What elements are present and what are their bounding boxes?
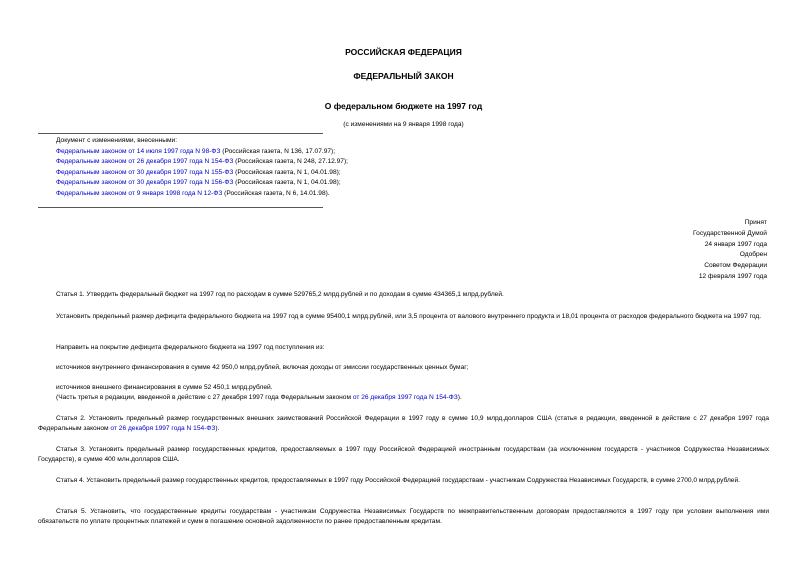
revision-subtitle: (с изменениями на 9 января 1998 года) [343, 121, 464, 128]
revision-note-text: (Часть третья в редакции, введенной в действие с 27 декабря 1997 года Федеральным законом [56, 394, 353, 401]
internal-financing-paragraph [38, 363, 769, 373]
country-heading: РОССИЙСКАЯ ФЕДЕРАЦИЯ [345, 47, 462, 57]
article-1-text: Статья 1. Утвердить федеральный бюджет на 1997 год по расходам в сумме 529765,2 млрд.рублей и по доходам в сумме 434365,1 млрд.рублей. [56, 291, 504, 298]
change-item [56, 157, 348, 168]
change-link[interactable]: Федеральным законом от 30 декабря 1997 года N 155-ФЗ [56, 168, 234, 176]
adoption-block [693, 218, 767, 283]
deficit-paragraph [38, 312, 769, 322]
adoption-line: Советом Федерации [704, 262, 767, 270]
change-link[interactable]: Федеральным законом от 9 января 1998 года N 12-ФЗ [56, 189, 223, 197]
adoption-line: 24 января 1997 года [704, 240, 767, 248]
change-source: (Российская газета, N 136, 17.07.97); [220, 147, 336, 155]
change-source: (Российская газета, N 1, 04.01.98); [233, 168, 341, 176]
change-source: (Российская газета, N 1, 04.01.98); [233, 179, 341, 186]
change-link[interactable]: Федеральным законом от 26 декабря 1997 года N 154-ФЗ [56, 158, 234, 165]
law-type-heading: ФЕДЕРАЛЬНЫЙ ЗАКОН [353, 71, 454, 81]
change-item [56, 189, 348, 200]
internal-financing-text: источников внутреннего финансирования в сумме 42 950,0 млрд.рублей, включая доходы от эмиссии государственных ценных бумаг; [56, 364, 469, 371]
article-4 [38, 476, 769, 486]
changes-top-rule [38, 133, 323, 134]
article-1 [38, 290, 769, 300]
change-link[interactable]: Федеральным законом от 30 декабря 1997 года N 156-ФЗ [56, 179, 234, 186]
article-2 [38, 414, 769, 434]
financing-text: Направить на покрытие дефицита федерального бюджета на 1997 год поступления из: [56, 344, 325, 351]
article-4-text: Статья 4. Установить предельный размер государственных кредитов, предоставляемых в 1997 году Российской Федерацией государствам - участникам Содружества Независимых Государств, в сумме 2700,0 млрд.рублей. [56, 477, 740, 484]
article-2-text: Статья 2. Установить предельный размер государственных внешних заимствований Российской Федерации в 1997 году в сумме 10,9 млрд.долларов США (статья в редакции, введенной в действие с 27 декабря 1997 года Федеральным законом [38, 415, 769, 432]
law-title: О федеральном бюджете на 1997 год [324, 101, 483, 111]
external-financing-text: источников внешнего финансирования в сумме 52 450,1 млрд.рублей. [56, 384, 273, 391]
revision-note-link[interactable]: от 26 декабря 1997 года N 154-ФЗ [352, 394, 458, 401]
revision-note-end: ). [457, 394, 462, 401]
financing-paragraph [38, 343, 769, 353]
adoption-line: Принят [744, 219, 767, 226]
change-item [56, 147, 348, 158]
article-2-link[interactable]: от 26 декабря 1997 года N 154-ФЗ [110, 425, 216, 432]
article-2-end: ). [215, 425, 220, 432]
article-5 [38, 507, 769, 527]
changes-intro: Документ с изменениями, внесенными: [56, 137, 178, 144]
adoption-line: Одобрен [739, 251, 767, 259]
change-item [56, 168, 348, 179]
change-source: (Российская газета, N 248, 27.12.97); [233, 158, 348, 165]
article-5-text: Статья 5. Установить, что государственные кредиты государствам - участникам Содружества Независимых Государств по межправительственным договорам предоставляются в 1997 году при условии выполнения ими обязательств по уплате процентных платежей и сумм в погашение основной задолженности по ранее предоставленным кредитам. [38, 508, 769, 525]
change-link[interactable]: Федеральным законом от 14 июля 1997 года N 98-ФЗ [56, 147, 221, 155]
changes-block [56, 136, 348, 199]
article-3-text: Статья 3. Установить предельный размер государственных кредитов, предоставляемых в 1997 году Российской Федерацией иностранным государствам (за исключением государств - участников Содружества Независимых Государств), в сумме 400 млн.долларов США. [38, 446, 769, 463]
changes-bottom-rule [38, 207, 323, 208]
deficit-text: Установить предельный размер дефицита федерального бюджета на 1997 год в сумме 95400,1 млрд.рублей, или 3,5 процента от валового внутреннего продукта и 18,01 процента от расходов федерального бюджета на 1997 год. [56, 313, 762, 320]
article-3 [38, 445, 769, 465]
change-source: (Российская газета, N 6, 14.01.98). [222, 189, 330, 197]
external-financing-paragraph [38, 383, 769, 403]
adoption-line: 12 февраля 1997 года [698, 272, 767, 280]
change-item [56, 178, 348, 189]
adoption-line: Государственной Думой [693, 229, 767, 237]
